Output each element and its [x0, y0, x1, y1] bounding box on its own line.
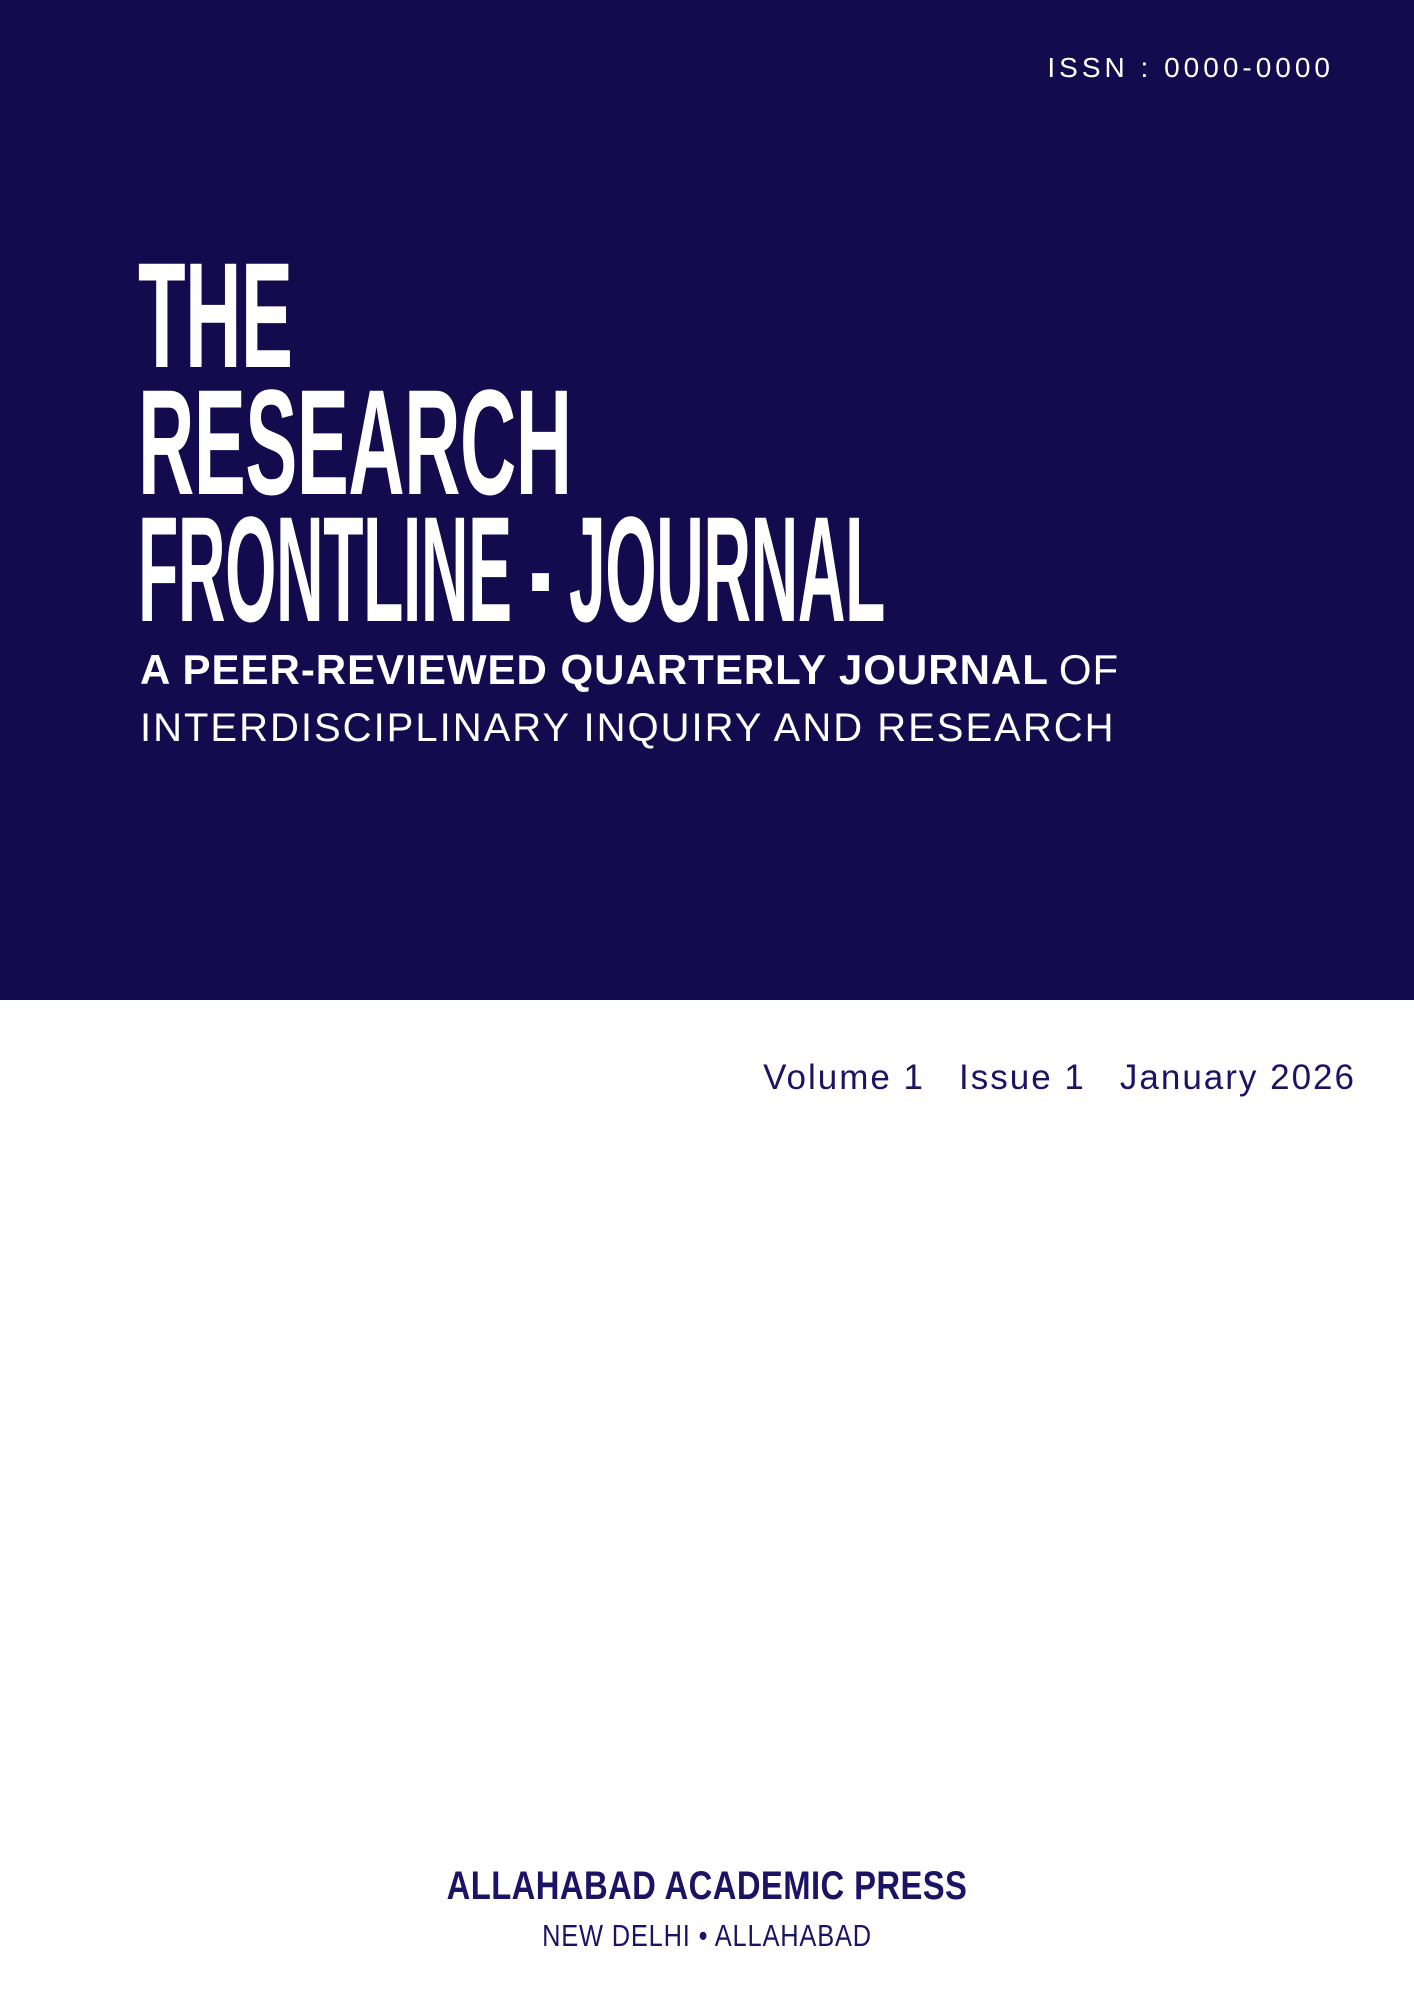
journal-title-line-2: RESEARCH — [138, 358, 572, 526]
issn-label: ISSN : 0000-0000 — [1047, 52, 1334, 83]
subtitle-bold-text: A PEER-REVIEWED QUARTERLY JOURNAL — [140, 646, 1049, 693]
journal-subtitle-line-1 — [140, 640, 1119, 699]
issue-date-label: January 2026 — [1119, 1058, 1356, 1097]
journal-title — [138, 231, 1414, 653]
journal-title-line-3: FRONTLINE - JOURNAL — [138, 485, 885, 653]
volume-label: Volume 1 — [763, 1058, 926, 1097]
journal-subtitle-line-2: INTERDISCIPLINARY INQUIRY AND RESEARCH — [140, 706, 1116, 750]
publisher-imprint — [0, 1862, 1414, 1954]
journal-subtitle — [140, 640, 1119, 758]
issue-label: Issue 1 — [959, 1058, 1086, 1097]
issue-info-line — [763, 1058, 1356, 1098]
publisher-name: ALLAHABAD ACADEMIC PRESS — [446, 1864, 968, 1908]
publisher-locations: NEW DELHI • ALLAHABAD — [542, 1918, 872, 1953]
journal-title-line-1: THE — [138, 231, 293, 399]
subtitle-light-text: OF — [1058, 646, 1120, 693]
